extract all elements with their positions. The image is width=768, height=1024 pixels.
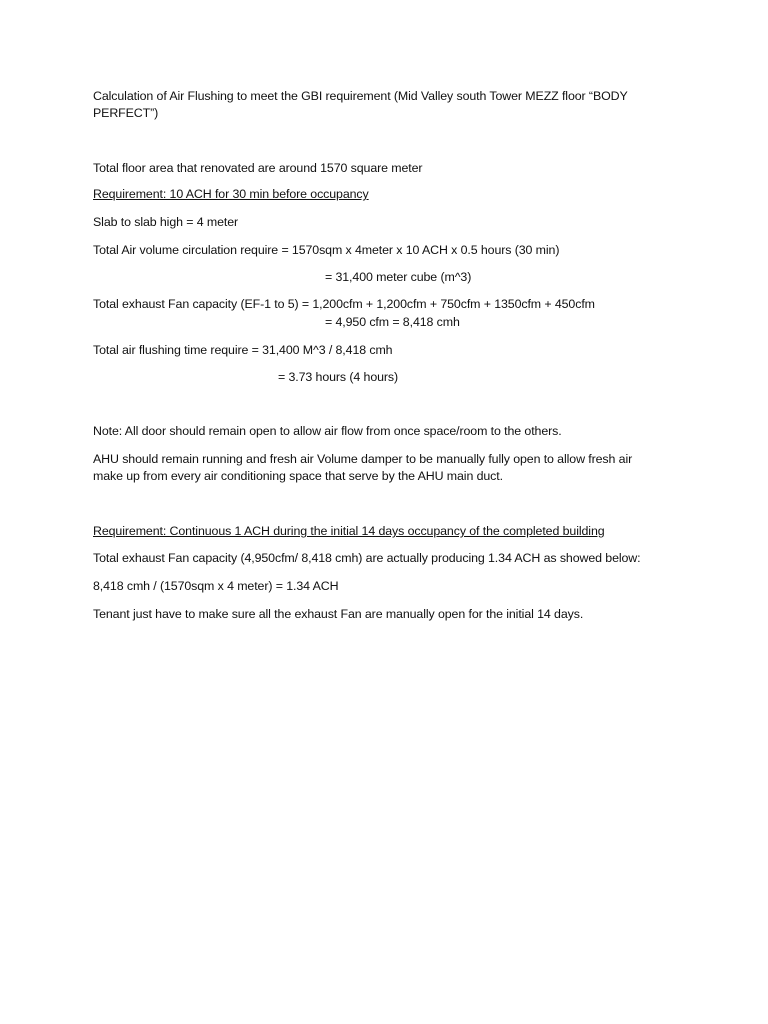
air-volume-formula: Total Air volume circulation require = 1570sqm x 4meter x 10 ACH x 0.5 hours (30 min)	[93, 243, 560, 257]
fan-capacity-ach-text: Total exhaust Fan capacity (4,950cfm/ 8,418 cmh) are actually producing 1.34 ACH as showed below:	[93, 551, 641, 565]
flushing-time-formula: Total air flushing time require = 31,400 M^3 / 8,418 cmh	[93, 343, 393, 357]
requirement-1-ach-heading: Requirement: Continuous 1 ACH during the initial 14 days occupancy of the completed building	[93, 524, 605, 538]
floor-area-text: Total floor area that renovated are around 1570 square meter	[93, 161, 423, 175]
requirement-10-ach-heading: Requirement: 10 ACH for 30 min before occupancy	[93, 187, 369, 201]
flushing-time-result: = 3.73 hours (4 hours)	[278, 370, 399, 384]
fan-capacity-formula: Total exhaust Fan capacity (EF-1 to 5) = 1,200cfm + 1,200cfm + 750cfm + 1350cfm + 450cfm	[93, 297, 595, 311]
note-ahu-line-1: AHU should remain running and fresh air Volume damper to be manually fully open to allow fresh air	[93, 452, 633, 466]
document-title-line-2: PERFECT”)	[93, 106, 159, 120]
tenant-note: Tenant just have to make sure all the exhaust Fan are manually open for the initial 14 days.	[93, 607, 584, 621]
air-volume-result: = 31,400 meter cube (m^3)	[325, 270, 472, 284]
fan-capacity-result: = 4,950 cfm = 8,418 cmh	[325, 315, 460, 329]
ach-calculation: 8,418 cmh / (1570sqm x 4 meter) = 1.34 ACH	[93, 579, 339, 593]
slab-height-text: Slab to slab high = 4 meter	[93, 215, 239, 229]
note-doors-open: Note: All door should remain open to allow air flow from once space/room to the others.	[93, 424, 562, 438]
note-ahu-line-2: make up from every air conditioning space that serve by the AHU main duct.	[93, 469, 503, 483]
document-title-line-1: Calculation of Air Flushing to meet the GBI requirement (Mid Valley south Tower MEZZ floor “BODY	[93, 89, 628, 103]
